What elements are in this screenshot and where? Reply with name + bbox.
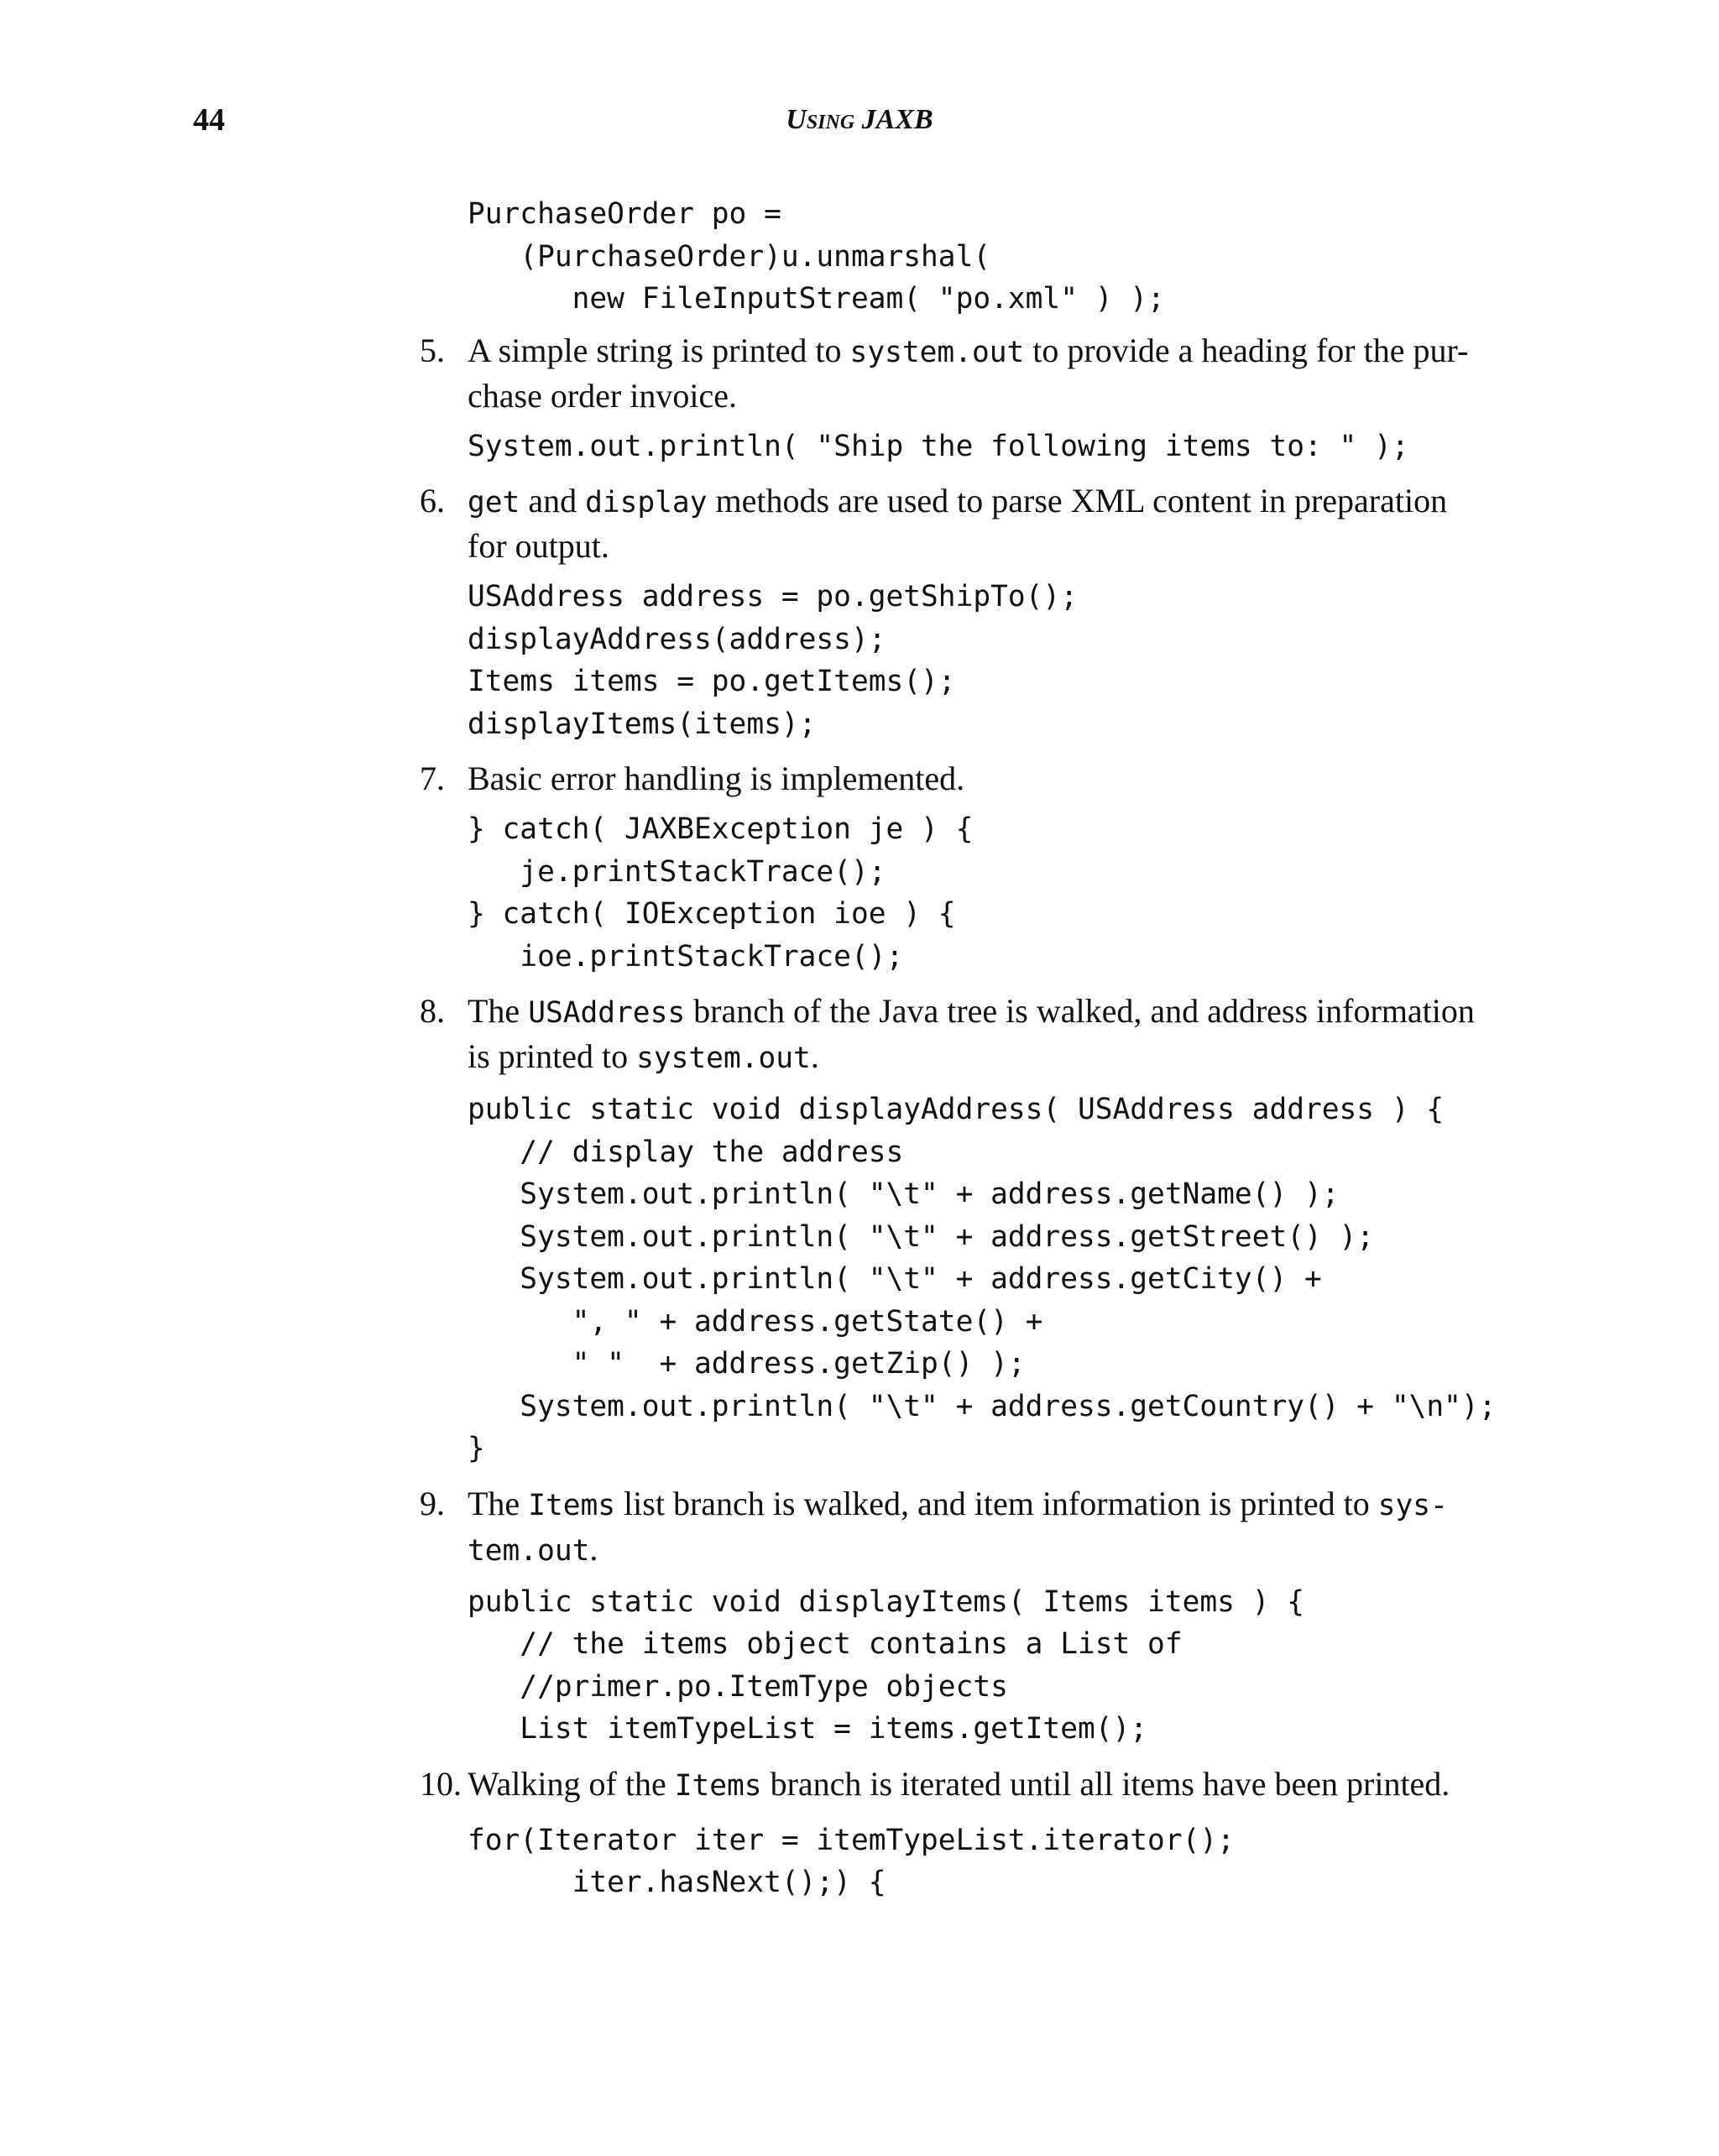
item-number: 7. (420, 760, 445, 797)
text-run: branch is iterated until all items have been printed. (761, 1764, 1450, 1803)
code-block-catch: } catch( JAXBException je ) { je.printStackTrace(); } catch( IOException ioe ) { ioe.printStackTrace(); (468, 812, 974, 974)
page-header (0, 99, 1719, 141)
code-block-display-items: public static void displayItems( Items items ) { // the items object contains a List of //primer.po.ItemType objects List itemTypeList = items.getItem(); (468, 1584, 1304, 1746)
item-number: 8. (420, 992, 445, 1030)
item-text (468, 989, 1528, 1080)
code-block-println: System.out.println( "Ship the following items to: " ); (468, 429, 1409, 463)
text-run: . (810, 1037, 819, 1075)
item-number: 9. (420, 1484, 445, 1522)
code-block-unmarshal: PurchaseOrder po = (PurchaseOrder)u.unmarshal( new FileInputStream( "po.xml" ) ); (468, 197, 1165, 316)
inline-code: system.out (636, 1041, 811, 1075)
list-item-10 (420, 1762, 1528, 1808)
item-number: 6. (420, 482, 445, 519)
inline-code: USAddress (528, 996, 686, 1030)
item-text (468, 329, 1528, 417)
item-text (468, 1762, 1528, 1808)
item-number: 10. (420, 1764, 462, 1803)
code-block-display-address: public static void displayAddress( USAddress address ) { // display the address System.out.println( "\t" + address.getName() ); System.out.println( "\t" + address.getStreet() ); System.out.println( "\t" + address.getCity() + ", " + address.getState() + " " + address.getZip() ); System.out.println( "\t" + address.getCountry() + "\n"); } (468, 1093, 1497, 1465)
list-item-6 (420, 479, 1528, 567)
text-run: and (520, 482, 586, 519)
page-number: 44 (193, 102, 225, 138)
text-run: list branch is walked, and item information is printed to (615, 1484, 1378, 1522)
inline-code: get (468, 486, 520, 519)
text-run: The (468, 1484, 529, 1522)
list-item-9 (420, 1482, 1528, 1573)
list-item-5 (420, 329, 1528, 417)
item-text (468, 1482, 1528, 1573)
text-run: to provide a heading for the pur- chase order invoice. (468, 331, 1469, 415)
inline-code: sys- tem.out (468, 1488, 1448, 1568)
inline-code: Items (674, 1768, 762, 1803)
text-run: methods are used to parse XML content in preparation for output. (468, 482, 1448, 565)
text-run: A simple string is printed to (468, 331, 850, 369)
code-block-iterator: for(Iterator iter = itemTypeList.iterator(); iter.hasNext();) { (468, 1823, 1235, 1899)
inline-code: display (585, 486, 708, 519)
text-run: Walking of the (468, 1764, 675, 1803)
item-number: 5. (420, 331, 445, 369)
page-body (420, 193, 1528, 1904)
text-run: The (468, 992, 529, 1030)
list-item-8 (420, 989, 1528, 1080)
running-title: Using JAXB (786, 104, 933, 135)
inline-code: system.out (849, 335, 1025, 369)
text-run: . (589, 1529, 598, 1568)
item-text: Basic error handling is implemented. (468, 760, 965, 797)
list-item-7 (420, 757, 1528, 800)
code-block-display-calls: USAddress address = po.getShipTo(); displayAddress(address); Items items = po.getItems(); displayItems(items); (468, 580, 1078, 741)
inline-code: Items (528, 1488, 616, 1522)
text-run: branch of the Java tree is walked, and address information is printed to (468, 992, 1475, 1075)
item-text (468, 479, 1528, 567)
